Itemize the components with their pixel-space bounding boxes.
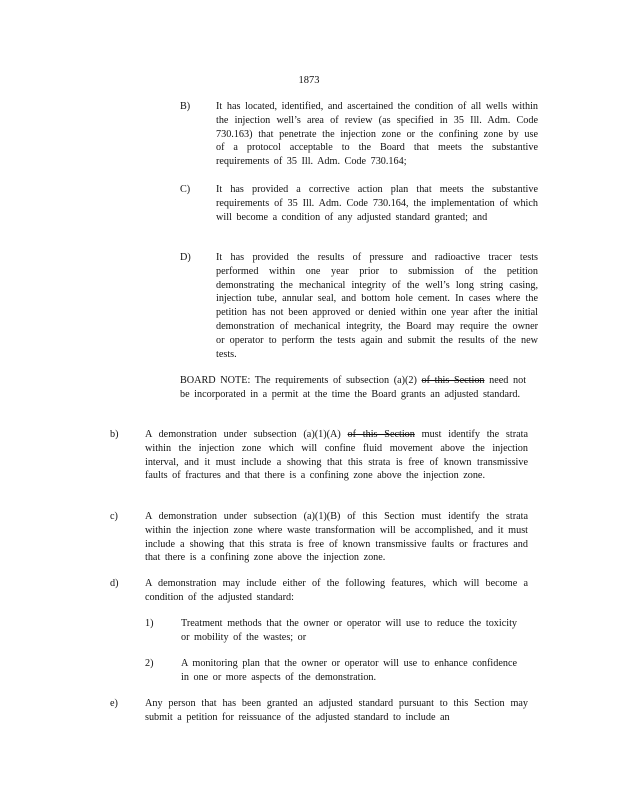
struck-text: of this Section xyxy=(421,375,485,386)
subsection-text: It has provided the results of pressure and radioactive tracer tests performed within one year prior to submission of the petition demonstrating the mechanical integrity of the well’s long string casing, injection tube, annular seal, and bottom hole cement. In cases where the petition has not been approved or denied within one year after the initial demonstration of mechanical integrity, the Board may require the owner or operator to perform the tests again and submit the results of the new tests. xyxy=(216,252,538,360)
subsection-text: It has provided a corrective action plan that meets the substantive requirements of 35 Ill. Adm. Code 730.164, the implementation of which will become a condition of any adjusted standard granted; and xyxy=(216,184,538,223)
item-text-part: must identify the strata within the injection zone which will confine fluid movement above the injection interval, and it must include a showing that this strata is free of known transmissive faults of fractures and that there is a confining zone above the injection zone. xyxy=(145,429,528,482)
item-d-subitem-2 xyxy=(145,657,517,685)
board-note xyxy=(180,374,526,402)
item-text: Any person that has been granted an adjusted standard pursuant to this Section may submit a petition for reissuance of the adjusted standard to include an xyxy=(145,698,528,723)
subitem-text: Treatment methods that the owner or operator will use to reduce the toxicity or mobility of the wastes; or xyxy=(181,618,517,643)
subitem-marker: 1) xyxy=(145,618,154,629)
item-c xyxy=(110,510,528,565)
item-e xyxy=(110,697,528,725)
item-marker: b) xyxy=(110,429,119,440)
subitem-text: A monitoring plan that the owner or operator will use to enhance confidence in one or more aspects of the demonstration. xyxy=(181,658,517,683)
subsection-text: It has located, identified, and ascertained the condition of all wells within the injection well’s area of review (as specified in 35 Ill. Adm. Code 730.163) that penetrate the injection zone or the confining zone by use of a protocol acceptable to the Board that meets the substantive requirements of 35 Ill. Adm. Code 730.164; xyxy=(216,101,538,168)
struck-text: of this Section xyxy=(347,429,415,440)
item-marker: d) xyxy=(110,578,119,589)
item-text: A demonstration under subsection (a)(1)(B) of this Section must identify the strata within the injection zone where waste transformation will be accomplished, and it must include a showing that this strata is free of known transmissive faults or fractures and that there is a confining zone above the injection zone. xyxy=(145,511,528,564)
item-d xyxy=(110,577,528,605)
subsection-d xyxy=(180,251,538,361)
item-b xyxy=(110,428,528,483)
subsection-marker: D) xyxy=(180,252,191,263)
page-number: 1873 xyxy=(298,75,320,86)
board-note-text: need not be incorporated in a permit at the time the Board grants an adjusted standard. xyxy=(180,375,527,400)
board-note-text: BOARD NOTE: The requirements of subsection (a)(2) xyxy=(180,375,422,386)
subsection-marker: C) xyxy=(180,184,191,195)
subsection-c xyxy=(180,183,538,224)
item-marker: e) xyxy=(110,698,118,709)
item-text: A demonstration may include either of the following features, which will become a condition of the adjusted standard: xyxy=(145,578,528,603)
item-d-subitem-1 xyxy=(145,617,517,645)
subitem-marker: 2) xyxy=(145,658,154,669)
subsection-b xyxy=(180,100,538,169)
item-text xyxy=(145,428,528,483)
item-marker: c) xyxy=(110,511,118,522)
item-text-part: A demonstration under subsection (a)(1)(A) xyxy=(145,429,348,440)
subsection-marker: B) xyxy=(180,101,191,112)
